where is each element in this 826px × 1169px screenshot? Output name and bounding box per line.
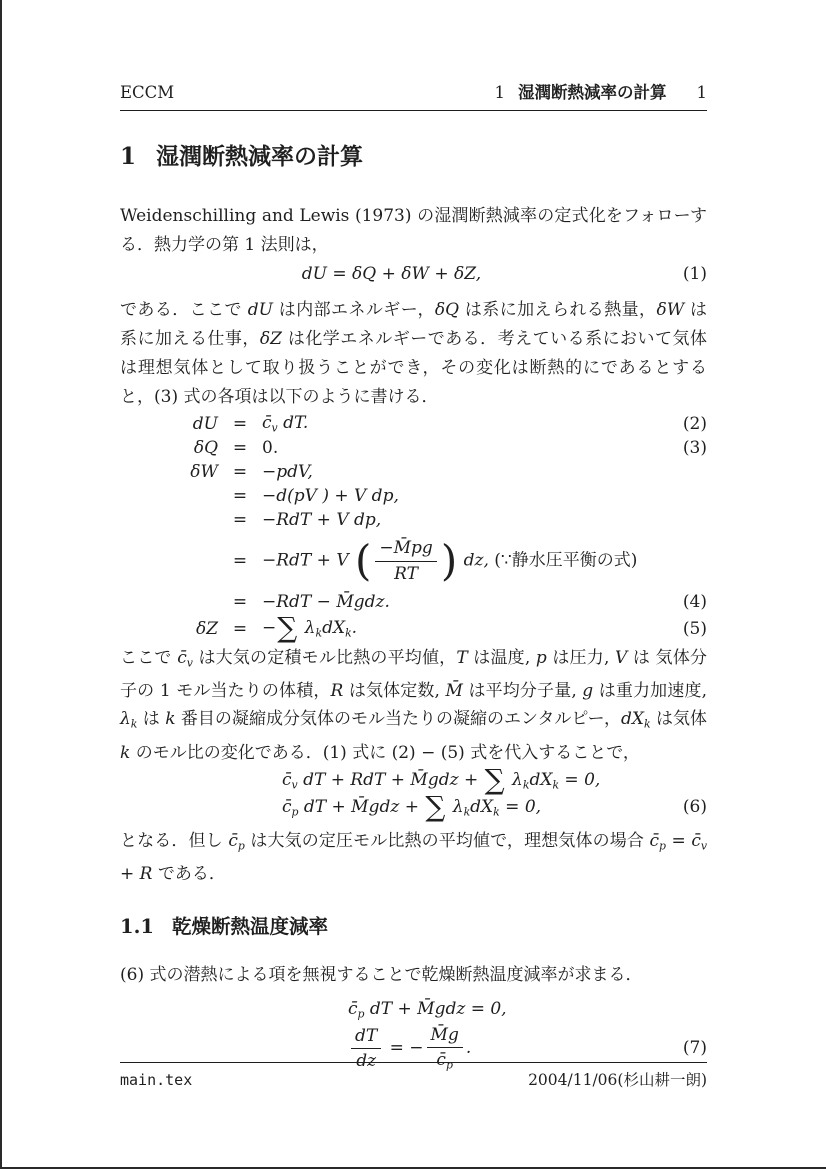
right-paren: ): [440, 536, 458, 585]
equation-row-4a: δW = −pdV,: [190, 462, 313, 482]
equation-1: [120, 260, 707, 288]
equation-2-number: (2): [682, 414, 707, 434]
equation-5-number: (5): [682, 619, 707, 639]
paragraph-dry-adiabat: (6) 式の潜熱による項を無視することで乾燥断熱温度減率が求まる．: [120, 965, 643, 986]
equation-row-5: δZ = −∑ $\lambda_kdX_k$. (5): [195, 611, 707, 645]
paragraph-first-law: である．ここで dU は内部エネルギー，δQ は系に加えられる熱量，δW は系に加える仕事，δZ は化学エネルギーである．考えている系において気体は理想気体として取り扱うことができ，その変化は断熱的にであるとすると，(3) 式の各項は以下のように書ける．: [120, 300, 708, 407]
fraction-dTdz: $\frac{dT}{dz}$: [351, 1026, 381, 1072]
equation-7-line2: $\frac{dT}{dz}$ = − $\frac{M̄g}{c̄_p}$ . (7): [120, 1022, 707, 1074]
equation-6: [120, 762, 707, 823]
equation-4-number: (4): [682, 592, 707, 612]
equation-1-number: (1): [682, 264, 707, 284]
equation-6-line1: $c̄_v$ dT + RdT + M̄gdz + ∑ $\lambda_kdX_k = 0$,: [282, 762, 601, 796]
paragraph-cp-definition: となる．但し $c̄_p$ は大気の定圧モル比熱の平均値で，理想気体の場合 $c̄_p$ = $c̄_v + R$ である．: [120, 830, 713, 885]
paragraph-symbol-definitions: ここで $c̄_v$ は大気の定積モル比熱の平均値，T は温度, p は圧力, V は 気体分子の 1 モル当たりの体積，R は気体定数, M̄ は平均分子量, g は重力加速度, $\lambda_k$ は k 番目の凝縮成分気体のモル当たりの凝縮のエンタルピー，$dX_k$ は気体 k のモル比の変化である．(1) 式に (2) − (5) 式を代入することで，: [120, 648, 713, 763]
footer-date-author: 2004/11/06(杉山耕一朗): [528, 1071, 707, 1089]
equation-1-body: dU = δQ + δW + δZ,: [301, 264, 482, 284]
section-heading: [120, 144, 707, 170]
header-page-number: 1: [696, 83, 707, 102]
equation-row-4d: = −RdT + V ( $\frac{-M̄pg}{RT}$ ) dz, (∵静水圧平衡の式): [232, 536, 638, 585]
fraction-hydrostatic: $\frac{-M̄pg}{RT}$: [375, 538, 436, 584]
equation-3-number: (3): [682, 438, 707, 458]
header-section-ref: [495, 84, 708, 101]
equation-7-line1: $c̄_p$ dT + M̄gdz = 0,: [348, 998, 507, 1021]
equation-row-4c: = −RdT + V dp,: [232, 510, 382, 530]
equation-7-number: (7): [682, 1038, 707, 1059]
subsection-heading: [120, 915, 707, 939]
page-footer: [120, 1062, 707, 1089]
left-paren: (: [355, 536, 372, 585]
equation-row-3: δQ = 0. (3): [193, 438, 707, 458]
header-section-title: 湿潤断熱減率の計算: [518, 83, 667, 102]
hydrostatic-note: (∵静水圧平衡の式): [488, 550, 638, 571]
equation-6-line2: $c̄_p$ dT + M̄gdz + ∑ $\lambda_kdX_k = 0$, (6): [282, 789, 707, 823]
equation-row-2: dU = $c̄_v$ dT. (2): [192, 413, 707, 435]
paragraph-intro: Weidenschilling and Lewis (1973) の湿潤断熱減率の定式化をフォローする．熱力学の第 1 法則は，: [120, 206, 707, 255]
section-title: 湿潤断熱減率の計算: [156, 144, 364, 170]
page-header: [120, 84, 707, 111]
subsection-number: 1.1: [120, 915, 154, 939]
equation-row-4e: = −RdT − M̄gdz. (4): [232, 592, 707, 612]
equation-row-4b: = −d(pV ) + V dp,: [232, 486, 399, 506]
equation-array: [120, 412, 707, 644]
footer-filename: main.tex: [120, 1071, 193, 1089]
header-section-number: 1: [494, 83, 505, 102]
fraction-Mg-cp: $\frac{M̄g}{c̄_p}$: [427, 1025, 463, 1072]
header-doc-title: ECCM: [120, 83, 175, 102]
equation-6-number: (6): [682, 797, 707, 818]
subsection-title: 乾燥断熱温度減率: [171, 915, 328, 939]
section-number: 1: [120, 143, 137, 170]
